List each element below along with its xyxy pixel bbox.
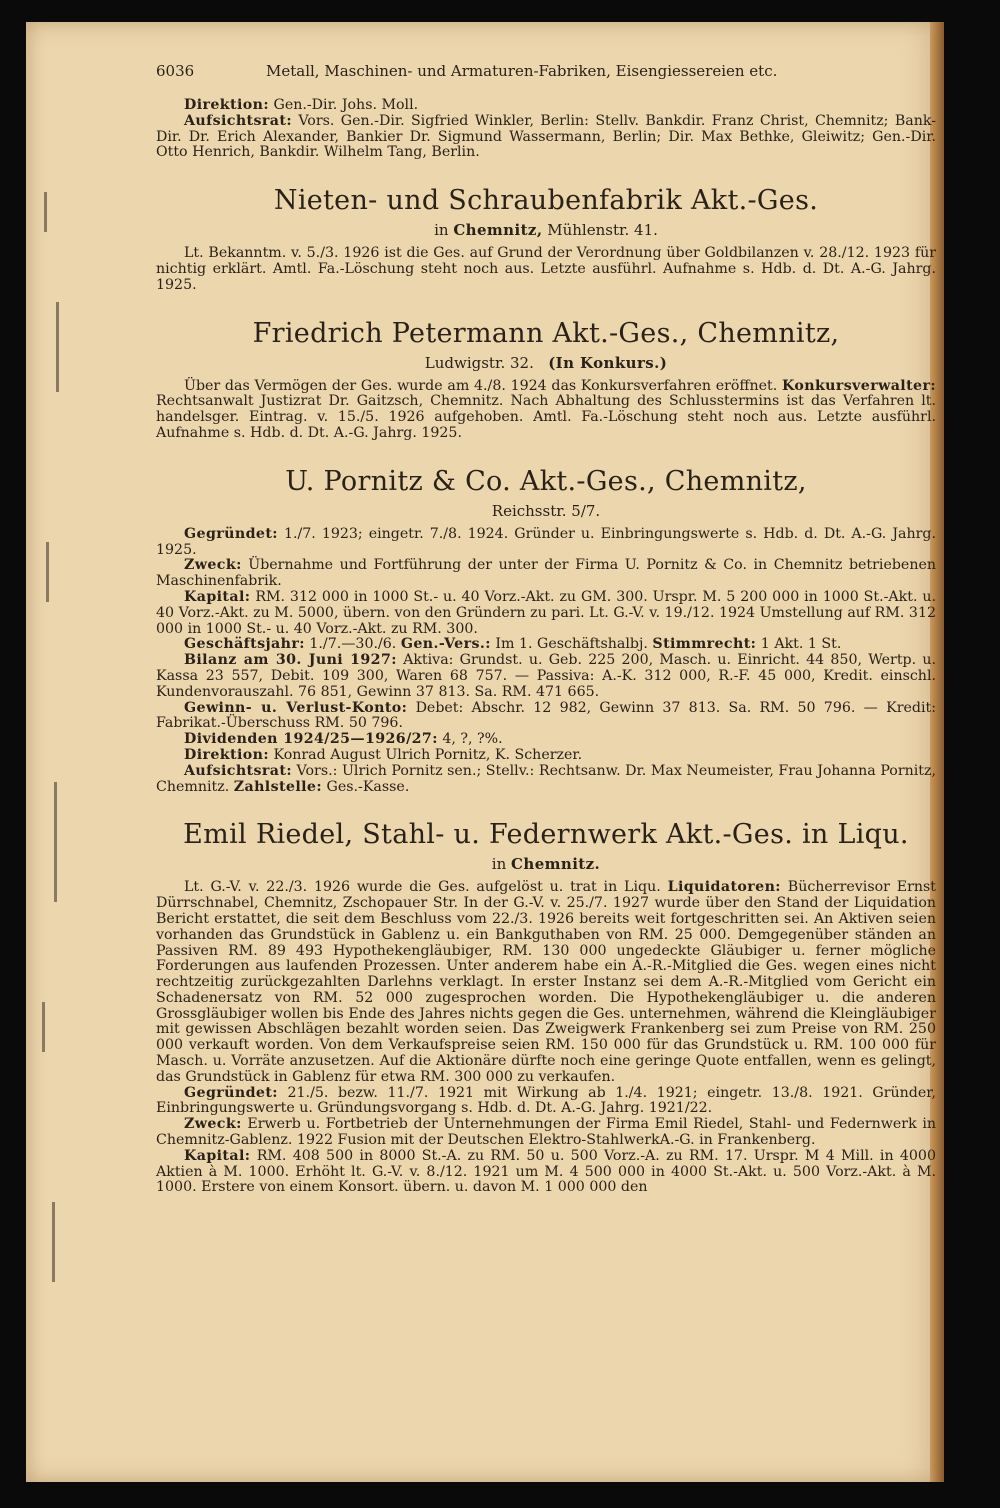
entry-text: Lt. Bekanntm. v. 5./3. 1926 ist die Ges. auf Grund der Verordnung über Goldbilanzen v. 28./12. 1923 für nichtig erklärt. Amtl. Fa.-Löschung steht noch aus. Letzte ausführl. Aufnahme s. Hdb. d. Dt. A.-G. Jahrg. 1925. bbox=[156, 245, 936, 293]
zweck-text: Erwerb u. Fortbetrieb der Unternehmungen der Firma Emil Riedel, Stahl- und Federnwerk in Chemnitz-Gablenz. 1922 Fusion mit der Deutschen Elektro-StahlwerkA.-G. in Frankenberg. bbox=[156, 1116, 936, 1149]
gegruendet-label: Gegründet: bbox=[184, 525, 278, 542]
aufsichtsrat-label: Aufsichtsrat: bbox=[184, 112, 292, 129]
geschaeftsjahr-text: 1./7.—30./6. bbox=[309, 636, 397, 653]
zweck-text: Übernahme und Fortführung der unter der Firma U. Pornitz & Co. in Chemnitz betriebenen Maschinenfabrik. bbox=[156, 557, 936, 590]
zahlstelle-text: Ges.-Kasse. bbox=[326, 778, 410, 795]
entry-location bbox=[156, 221, 936, 239]
margin-mark bbox=[46, 542, 49, 602]
guv-text: Debet: Abschr. 12 982, Gewinn 37 813. Sa. RM. 50 796. — Kredit: Fabrikat.-Überschuss RM. 50 796. bbox=[156, 699, 936, 732]
location-street: Mühlenstr. 41. bbox=[547, 221, 658, 240]
kapital-paragraph bbox=[156, 1149, 936, 1196]
entry-location bbox=[156, 354, 936, 372]
dividenden-paragraph bbox=[156, 732, 936, 748]
zweck-label: Zweck: bbox=[184, 557, 242, 574]
konkursverwalter-label: Konkursverwalter: bbox=[781, 377, 936, 394]
entry-title: Nieten- und Schraubenfabrik Akt.-Ges. bbox=[273, 185, 819, 217]
bilanz-text: Aktiva: Grundst. u. Geb. 225 200, Masch. u. Einricht. 44 850, Wertp. u. Kassa 23 557, Debit. 109 300, Waren 68 757. — Passiva: A.-K. 312 000, R.-F. 45 000, Kredit. einschl. Kundenvorauszahl. 76 851, Gewinn 37 813. Sa. RM. 471 665. bbox=[156, 652, 936, 700]
location-prefix: in bbox=[491, 855, 507, 874]
margin-mark bbox=[44, 192, 47, 232]
liquidation-paragraph bbox=[156, 880, 936, 1085]
bilanz-paragraph bbox=[156, 653, 936, 700]
bilanz-label: Bilanz am 30. Juni 1927: bbox=[184, 652, 397, 669]
entry-address: Ludwigstr. 32. bbox=[424, 353, 534, 372]
genvers-text: Im 1. Geschäftshalbj. bbox=[495, 636, 648, 653]
geschaeftsjahr-label: Geschäftsjahr: bbox=[184, 636, 305, 653]
direktion-text: Gen.-Dir. Johs. Moll. bbox=[273, 97, 419, 113]
gegruendet-label: Gegründet: bbox=[184, 1084, 278, 1101]
kapital-text: RM. 312 000 in 1000 St.- u. 40 Vorz.-Akt. zu GM. 300. Urspr. M. 5 200 000 in 1000 St.-Akt. u. 40 Vorz.-Akt. zu M. 5000, übern. von den Gründern zu pari. Lt. G.-V. v. 19./12. 1924 Umstellung auf RM. 312 000 in 1000 St.- u. 40 Vorz.-Akt. zu RM. 300. bbox=[156, 588, 936, 637]
zweck-paragraph bbox=[156, 558, 936, 590]
page-number: 6036 bbox=[156, 62, 195, 80]
zweck-paragraph bbox=[156, 1117, 936, 1149]
gegruendet-text: 1./7. 1923; eingetr. 7./8. 1924. Gründer u. Einbringungswerte s. Hdb. d. Dt. A.-G. Jahrg. 1925. bbox=[156, 525, 936, 558]
aufsichtsrat-text: Vors. Gen.-Dir. Sigfried Winkler, Berlin: Stellv. Bankdir. Franz Christ, Chemnitz; Bank-Dir. Dr. Erich Alexander, Bankier Dr. Sigmund Wassermann, Berlin; Dir. Max Bethke, Gleiwitz; Gen.-Dir. Otto Henrich, Bankdir. Wilhelm Tang, Berlin. bbox=[156, 112, 936, 161]
aufsichtsrat-paragraph bbox=[156, 114, 936, 161]
gegruendet-text: 21./5. bezw. 11./7. 1921 mit Wirkung ab 1./4. 1921; eingetr. 13./8. 1921. Gründer, Einbringungswerte u. Gründungsvorgang s. Hdb. d. Dt. A.-G. Jahrg. 1921/22. bbox=[156, 1084, 936, 1117]
stimmrecht-text: 1 Akt. 1 St. bbox=[760, 636, 842, 653]
geschaeftsjahr-paragraph bbox=[156, 637, 936, 653]
entry-title: U. Pornitz & Co. Akt.-Ges., Chemnitz, bbox=[285, 465, 807, 497]
dividenden-label: Dividenden 1924/25—1926/27: bbox=[184, 731, 438, 748]
direktion-paragraph bbox=[156, 98, 936, 114]
margin-mark bbox=[42, 1002, 45, 1052]
kapital-label: Kapital: bbox=[184, 588, 251, 605]
direktion-label: Direktion: bbox=[184, 97, 269, 113]
gegruendet-paragraph bbox=[156, 1086, 936, 1118]
zweck-label: Zweck: bbox=[184, 1116, 242, 1133]
location-city: Chemnitz, bbox=[453, 221, 543, 240]
direktion-label: Direktion: bbox=[184, 746, 269, 763]
aufsichtsrat-label: Aufsichtsrat: bbox=[184, 762, 292, 779]
running-title: Metall, Maschinen- und Armaturen-Fabriken, Eisengiessereien etc. bbox=[266, 62, 778, 80]
direktion-text: Konrad August Ulrich Pornitz, K. Scherzer. bbox=[273, 746, 583, 763]
zahlstelle-label: Zahlstelle: bbox=[233, 778, 322, 795]
location-city: Chemnitz. bbox=[511, 855, 601, 874]
liquidatoren-text: Bücherrevisor Ernst Dürrschnabel, Chemnitz, Zschopauer Str. In der G.-V. v. 25./7. 1927 wurde über den Stand der Liquidation Bericht erstattet, die seit dem Beschluss vom 22./3. 1926 bereits weit fortgeschritten sei. An Aktiven seien vorhanden das Grundstück in Gablenz u. ein Bankguthaben von RM. 25 000. Demgegenüber ständen an Passiven RM. 89 493 Hypothekengläubiger, RM. 130 000 ungedeckte Gläubiger u. ferner mögliche Forderungen aus laufenden Prozessen. Unter anderem habe ein A.-R.-Mitglied die Ges. wegen eines nicht rechtzeitig zurückgezahlten Darlehns verklagt. In erster Instanz sei dem A.-R.-Mitglied vom Gericht ein Schadenersatz von RM. 52 000 zugesprochen worden. Die Hypothekengläubiger u. die anderen Grossgläubiger wollen bis Ende des Jahres nichts gegen die Ges. unternehmen, während die Kleingläubiger mit gewissen Abschlägen bezahlt worden seien. Das Zweigwerk Frankenberg sei zum Preise von RM. 250 000 verkauft worden. Von dem Verkaufspreise seien RM. 150 000 für das Grundstück u. RM. 100 000 für Masch. u. Vorräte anzusetzen. Auf die Aktionäre dürfte noch eine geringe Quote entfallen, wenn es gelingt, das Grundstück in Gablenz für etwa RM. 300 000 zu verkaufen. bbox=[156, 879, 936, 1085]
location-prefix: in bbox=[434, 221, 449, 240]
dividenden-text: 4, ?, ?%. bbox=[442, 731, 503, 748]
liquidation-intro: Lt. G.-V. v. 22./3. 1926 wurde die Ges. aufgelöst u. trat in Liqu. bbox=[184, 879, 661, 896]
running-header bbox=[156, 62, 936, 80]
entry-text bbox=[156, 379, 936, 442]
guv-paragraph bbox=[156, 701, 936, 733]
entry-location bbox=[156, 855, 936, 873]
entry-title: Friedrich Petermann Akt.-Ges., Chemnitz, bbox=[252, 317, 840, 349]
book-page bbox=[26, 22, 944, 1482]
konkursverwalter-text: Rechtsanwalt Justizrat Dr. Gaitzsch, Chemnitz. Nach Abhaltung des Schlusstermins ist das Verfahren lt. handelsger. Eintrag. v. 15./5. 1926 aufgehoben. Amtl. Fa.-Löschung steht noch aus. Letzte ausführl. Aufnahme s. Hdb. d. Dt. A.-G. Jahrg. 1925. bbox=[156, 393, 936, 441]
margin-mark bbox=[54, 782, 57, 902]
kapital-paragraph bbox=[156, 590, 936, 637]
konkurs-intro: Über das Vermögen der Ges. wurde am 4./8. 1924 das Konkursverfahren eröffnet. bbox=[184, 377, 778, 394]
kapital-label: Kapital: bbox=[184, 1147, 251, 1164]
genvers-label: Gen.-Vers.: bbox=[400, 636, 491, 653]
left-margin-marks bbox=[26, 22, 72, 1482]
aufsichtsrat-paragraph bbox=[156, 764, 936, 796]
guv-label: Gewinn- u. Verlust-Konto: bbox=[184, 699, 408, 716]
entry-title: Emil Riedel, Stahl- u. Federnwerk Akt.-Ges. in Liqu. bbox=[183, 819, 909, 851]
aufsichtsrat-text: Vors.: Ulrich Pornitz sen.; Stellv.: Rechtsanw. Dr. Max Neumeister, Frau Johanna Pornitz, Chemnitz. bbox=[156, 762, 936, 795]
margin-mark bbox=[56, 302, 59, 392]
liquidatoren-label: Liquidatoren: bbox=[667, 879, 781, 896]
gegruendet-paragraph bbox=[156, 527, 936, 559]
direktion-paragraph bbox=[156, 748, 936, 764]
page-content bbox=[156, 62, 936, 1196]
status-konkurs: (In Konkurs.) bbox=[548, 353, 668, 372]
entry-address: Reichsstr. 5/7. bbox=[491, 501, 601, 520]
margin-mark bbox=[52, 1202, 55, 1282]
kapital-text: RM. 408 500 in 8000 St.-A. zu RM. 50 u. 500 Vorz.-A. zu RM. 17. Urspr. M 4 Mill. in 4000 Aktien à M. 1000. Erhöht lt. G.-V. v. 8./12. 1921 um M. 4 500 000 in 4000 St.-Akt. u. 500 Vorz.-Akt. à M. 1000. Erstere von einem Konsort. übern. u. davon M. 1 000 000 den bbox=[156, 1147, 936, 1196]
stimmrecht-label: Stimmrecht: bbox=[652, 636, 757, 653]
